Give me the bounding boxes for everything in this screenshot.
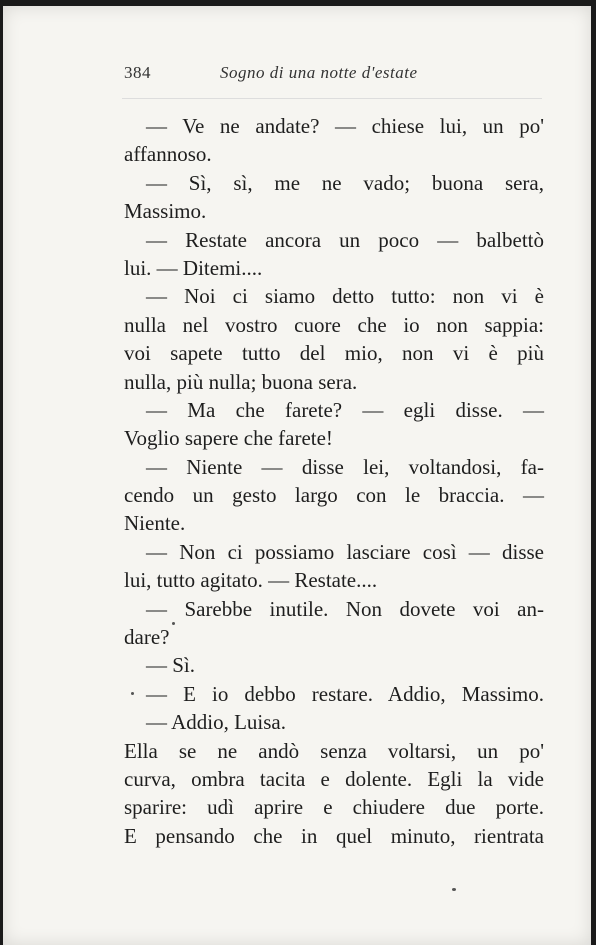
text-line: nulla, più nulla; buona sera. [124,369,358,394]
text-line: — E io debbo restare. Addio, Massimo. [146,681,544,706]
page-number: 384 [124,63,151,82]
text-line: lui, tutto agitato. — Restate.... [124,568,378,593]
text-line: — Ma che farete? — egli disse. — [146,397,544,422]
text-line: — Sarebbe inutile. Non dovete voi an- [146,596,544,621]
text-line: — Noi ci siamo detto tutto: non vi è [146,284,544,309]
text-line: — Addio, Luisa. [146,710,286,735]
text-line: affannoso. [124,142,212,167]
text-line: E pensando che in quel minuto, rientrata [124,823,544,848]
ink-speck [452,888,456,891]
text-line: — Restate ancora un poco — balbettò [146,227,544,252]
text-line: Massimo. [124,199,207,224]
ink-speck [172,622,175,625]
text-line: — Ve ne andate? — chiese lui, un po' [146,114,544,138]
text-line: lui. — Ditemi.... [124,255,263,280]
text-line: — Sì, sì, me ne vado; buona sera, [146,170,544,195]
text-line: curva, ombra tacita e dolente. Egli la vide [124,766,544,791]
text-line: sparire: udì aprire e chiudere due porte. [124,795,544,820]
text-line: nulla nel vostro cuore che io non sappia: [124,312,544,337]
body-text [124,112,544,850]
text-line: — Sì. [146,653,196,678]
page-header [122,63,546,85]
text-line: — Non ci possiamo lasciare così — disse [146,539,544,564]
header-rule [122,98,542,99]
text-line: voi sapete tutto del mio, non vi è più [124,341,544,366]
text-line: — Niente — disse lei, voltandosi, fa- [146,454,544,479]
text-line: cendo un gesto largo con le braccia. — [124,483,544,508]
text-line: Ella se ne andò senza voltarsi, un po' [124,738,544,763]
running-title: Sogno di una notte d'estate [220,63,418,82]
text-line: dare? [124,625,170,650]
text-line: Voglio sapere che farete! [124,426,333,451]
ink-speck [131,692,134,695]
text-line: Niente. [124,511,186,536]
